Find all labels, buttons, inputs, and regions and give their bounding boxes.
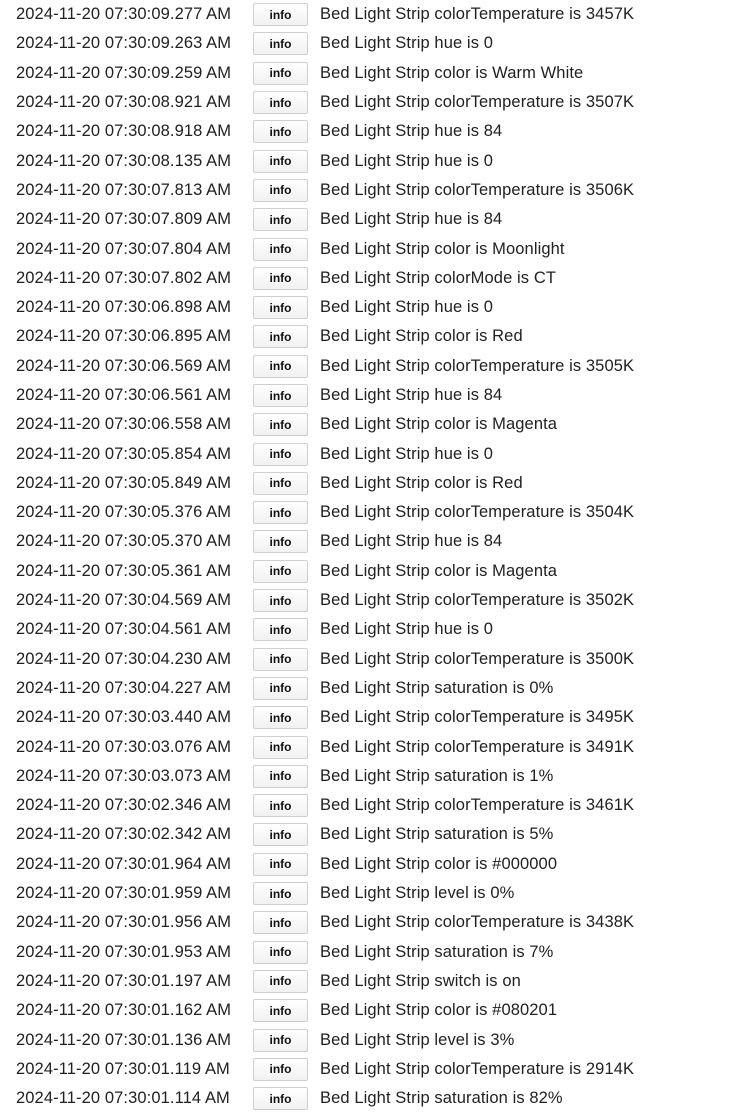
log-message: Bed Light Strip hue is 0	[320, 444, 494, 463]
log-level-badge: info	[253, 706, 308, 729]
log-level-badge: info	[253, 736, 308, 759]
log-level-badge: info	[253, 91, 308, 114]
log-timestamp: 2024-11-20 07:30:04.230 AM	[16, 649, 232, 668]
log-message: Bed Light Strip color is #000000	[320, 854, 558, 873]
log-level-badge: info	[253, 618, 308, 641]
log-timestamp: 2024-11-20 07:30:01.956 AM	[16, 913, 232, 932]
log-message: Bed Light Strip colorTemperature is 3495K	[320, 708, 635, 727]
log-level-badge: info	[253, 267, 308, 290]
log-timestamp: 2024-11-20 07:30:09.277 AM	[16, 5, 232, 24]
log-timestamp: 2024-11-20 07:30:09.263 AM	[16, 34, 232, 53]
log-timestamp: 2024-11-20 07:30:03.076 AM	[16, 737, 232, 756]
log-timestamp: 2024-11-20 07:30:01.136 AM	[16, 1030, 232, 1049]
log-message: Bed Light Strip saturation is 0%	[320, 678, 554, 697]
log-entry	[0, 586, 736, 615]
log-message: Bed Light Strip colorTemperature is 3502K	[320, 591, 635, 610]
log-level-badge: info	[253, 999, 308, 1022]
log-timestamp: 2024-11-20 07:30:09.259 AM	[16, 63, 232, 82]
log-message: Bed Light Strip colorTemperature is 3457K	[320, 5, 635, 24]
log-entry	[0, 791, 736, 820]
log-message: Bed Light Strip hue is 0	[320, 34, 494, 53]
log-timestamp: 2024-11-20 07:30:06.895 AM	[16, 327, 232, 346]
log-entry	[0, 352, 736, 381]
log-entry	[0, 703, 736, 732]
log-message: Bed Light Strip hue is 0	[320, 298, 494, 317]
log-timestamp: 2024-11-20 07:30:02.346 AM	[16, 796, 232, 815]
log-timestamp: 2024-11-20 07:30:01.119 AM	[16, 1059, 230, 1078]
log-message: Bed Light Strip hue is 84	[320, 532, 503, 551]
log-message: Bed Light Strip saturation is 7%	[320, 942, 554, 961]
log-timestamp: 2024-11-20 07:30:06.569 AM	[16, 356, 232, 375]
log-message: Bed Light Strip colorTemperature is 3491K	[320, 737, 635, 756]
log-level-badge: info	[253, 1058, 308, 1081]
log-entry	[0, 410, 736, 439]
log-timestamp: 2024-11-20 07:30:07.809 AM	[16, 210, 232, 229]
log-level-badge: info	[253, 794, 308, 817]
log-message: Bed Light Strip saturation is 5%	[320, 825, 554, 844]
log-level-badge: info	[253, 589, 308, 612]
log-timestamp: 2024-11-20 07:30:05.849 AM	[16, 473, 232, 492]
log-entry	[0, 59, 736, 88]
log-entry	[0, 938, 736, 967]
log-level-badge: info	[253, 648, 308, 671]
log-level-badge: info	[253, 384, 308, 407]
log-level-badge: info	[253, 3, 308, 26]
log-level-badge: info	[253, 472, 308, 495]
log-level-badge: info	[253, 911, 308, 934]
log-level-badge: info	[253, 32, 308, 55]
log-level-badge: info	[253, 853, 308, 876]
log-entry	[0, 117, 736, 146]
log-level-badge: info	[253, 179, 308, 202]
log-message: Bed Light Strip hue is 84	[320, 386, 503, 404]
log-timestamp: 2024-11-20 07:30:06.561 AM	[16, 386, 232, 404]
log-entry	[0, 615, 736, 644]
log-entry	[0, 0, 736, 29]
log-level-badge: info	[253, 208, 308, 231]
log-entry	[0, 498, 736, 527]
log-level-badge: info	[253, 941, 308, 964]
log-level-badge: info	[253, 62, 308, 85]
log-message: Bed Light Strip colorTemperature is 3500K	[320, 649, 635, 668]
log-timestamp: 2024-11-20 07:30:05.370 AM	[16, 532, 232, 551]
log-timestamp: 2024-11-20 07:30:04.227 AM	[16, 678, 232, 697]
log-entry	[0, 645, 736, 674]
log-timestamp: 2024-11-20 07:30:01.162 AM	[16, 1001, 232, 1020]
log-level-badge: info	[253, 238, 308, 261]
log-entry	[0, 29, 736, 58]
log-message: Bed Light Strip colorTemperature is 2914K	[320, 1059, 635, 1078]
log-level-badge: info	[253, 765, 308, 788]
log-message: Bed Light Strip color is Moonlight	[320, 239, 565, 258]
log-message: Bed Light Strip colorMode is CT	[320, 268, 557, 287]
log-entry	[0, 527, 736, 556]
log-timestamp: 2024-11-20 07:30:03.073 AM	[16, 766, 232, 785]
log-timestamp: 2024-11-20 07:30:06.898 AM	[16, 298, 232, 317]
log-entry	[0, 850, 736, 879]
log-level-badge: info	[253, 1087, 308, 1110]
log-level-badge: info	[253, 677, 308, 700]
log-entry	[0, 996, 736, 1025]
log-level-badge: info	[253, 530, 308, 553]
log-message: Bed Light Strip color is Red	[320, 473, 523, 492]
log-message: Bed Light Strip colorTemperature is 3461K	[320, 796, 635, 815]
log-message: Bed Light Strip colorTemperature is 3504K	[320, 503, 635, 522]
log-timestamp: 2024-11-20 07:30:06.558 AM	[16, 415, 232, 434]
log-entry	[0, 264, 736, 293]
log-message: Bed Light Strip color is Magenta	[320, 415, 558, 434]
log-entry	[0, 322, 736, 351]
log-timestamp: 2024-11-20 07:30:05.854 AM	[16, 444, 232, 463]
log-message: Bed Light Strip hue is 84	[320, 122, 503, 141]
log-entry	[0, 439, 736, 468]
log-timestamp: 2024-11-20 07:30:07.802 AM	[16, 268, 232, 287]
log-timestamp: 2024-11-20 07:30:04.569 AM	[16, 591, 232, 610]
log-entry	[0, 732, 736, 761]
log-timestamp: 2024-11-20 07:30:07.813 AM	[16, 180, 232, 199]
log-message: Bed Light Strip hue is 0	[320, 151, 494, 170]
log-level-badge: info	[253, 882, 308, 905]
log-entry	[0, 762, 736, 791]
log-message: Bed Light Strip hue is 84	[320, 210, 503, 229]
log-message: Bed Light Strip saturation is 1%	[320, 766, 554, 785]
log-level-badge: info	[253, 150, 308, 173]
log-level-badge: info	[253, 970, 308, 993]
log-timestamp: 2024-11-20 07:30:01.964 AM	[16, 854, 232, 873]
log-level-badge: info	[253, 823, 308, 846]
log-entry	[0, 146, 736, 175]
log-level-badge: info	[253, 120, 308, 143]
log-message: Bed Light Strip color is Red	[320, 327, 523, 346]
log-entry	[0, 908, 736, 937]
log-message: Bed Light Strip level is 0%	[320, 884, 515, 903]
log-timestamp: 2024-11-20 07:30:07.804 AM	[16, 239, 232, 258]
log-message: Bed Light Strip saturation is 82%	[320, 1089, 563, 1108]
log-message: Bed Light Strip color is #080201	[320, 1001, 558, 1020]
log-entry	[0, 1084, 736, 1113]
log-message: Bed Light Strip hue is 0	[320, 620, 494, 639]
log-timestamp: 2024-11-20 07:30:05.361 AM	[16, 561, 232, 580]
log-level-badge: info	[253, 355, 308, 378]
log-timestamp: 2024-11-20 07:30:01.959 AM	[16, 884, 232, 903]
log-entry	[0, 234, 736, 263]
log-entry	[0, 1055, 736, 1084]
log-message: Bed Light Strip level is 3%	[320, 1030, 515, 1049]
log-level-badge: info	[253, 1029, 308, 1052]
log-level-badge: info	[253, 296, 308, 319]
log-entry	[0, 879, 736, 908]
log-level-badge: info	[253, 325, 308, 348]
log-entry	[0, 674, 736, 703]
log-timestamp: 2024-11-20 07:30:08.921 AM	[16, 93, 232, 112]
log-message: Bed Light Strip colorTemperature is 3506K	[320, 180, 635, 199]
log-entry	[0, 205, 736, 234]
log-timestamp: 2024-11-20 07:30:03.440 AM	[16, 708, 232, 727]
log-timestamp: 2024-11-20 07:30:01.197 AM	[16, 971, 232, 990]
log-entry	[0, 1025, 736, 1054]
log-timestamp: 2024-11-20 07:30:01.114 AM	[16, 1089, 230, 1108]
log-entry	[0, 176, 736, 205]
log-timestamp: 2024-11-20 07:30:01.953 AM	[16, 942, 232, 961]
log-timestamp: 2024-11-20 07:30:08.135 AM	[16, 151, 232, 170]
log-timestamp: 2024-11-20 07:30:04.561 AM	[16, 620, 232, 639]
log-entry	[0, 293, 736, 322]
log-timestamp: 2024-11-20 07:30:08.918 AM	[16, 122, 232, 141]
log-level-badge: info	[253, 413, 308, 436]
log-timestamp: 2024-11-20 07:30:02.342 AM	[16, 825, 232, 844]
log-entry	[0, 469, 736, 498]
log-message: Bed Light Strip colorTemperature is 3505K	[320, 356, 635, 375]
log-message: Bed Light Strip colorTemperature is 3438K	[320, 913, 635, 932]
log-entry	[0, 967, 736, 996]
log-level-badge: info	[253, 443, 308, 466]
log-message: Bed Light Strip switch is on	[320, 971, 521, 990]
log-entry	[0, 381, 736, 410]
log-entry	[0, 820, 736, 849]
log-message: Bed Light Strip color is Warm White	[320, 63, 584, 82]
log-entry	[0, 88, 736, 117]
log-message: Bed Light Strip color is Magenta	[320, 561, 558, 580]
log-message: Bed Light Strip colorTemperature is 3507K	[320, 93, 635, 112]
log-level-badge: info	[253, 560, 308, 583]
log-entry	[0, 557, 736, 586]
log-timestamp: 2024-11-20 07:30:05.376 AM	[16, 503, 232, 522]
log-level-badge: info	[253, 501, 308, 524]
